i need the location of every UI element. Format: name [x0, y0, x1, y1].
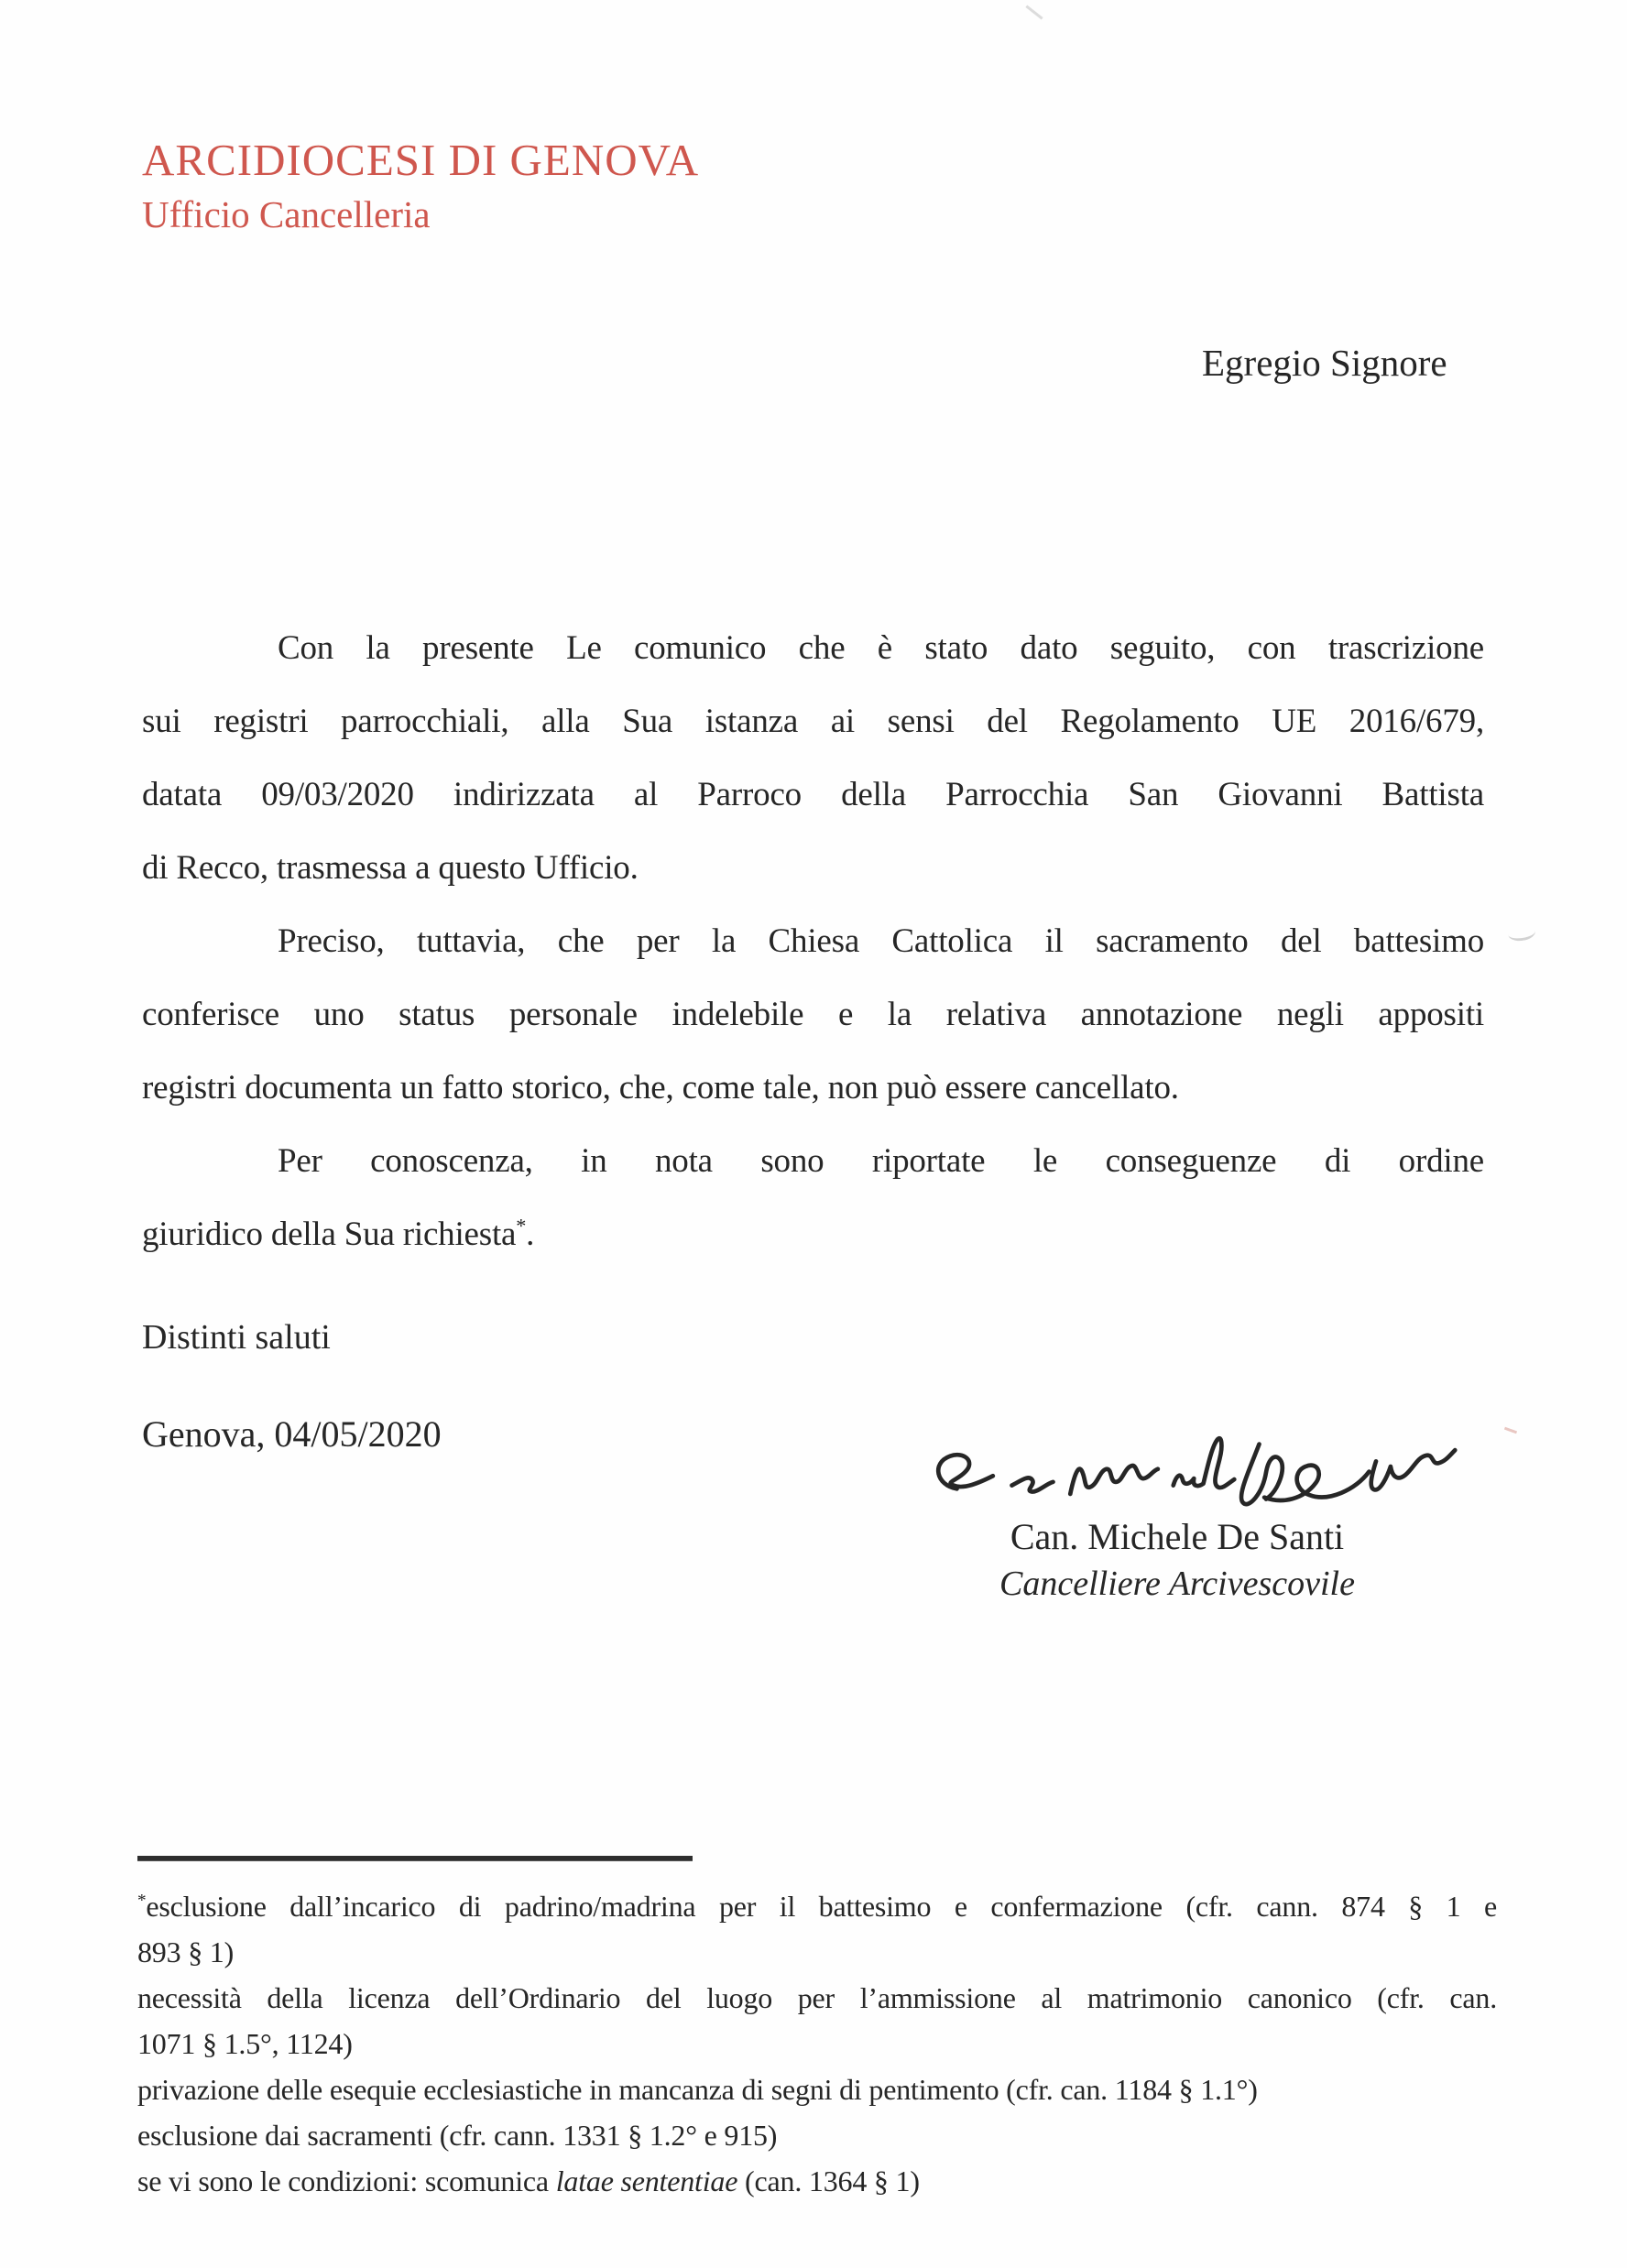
sentence-period: . [526, 1216, 535, 1253]
body-line: di Recco, trasmessa a questo Ufficio. [142, 849, 639, 887]
footnote-line: 1071 § 1.5°, 1124) [137, 2027, 353, 2060]
body-line: Con la presente Le comunico che è stato dato seguito, con trascrizione [278, 629, 1484, 667]
body-line: Preciso, tuttavia, che per la Chiesa Cattolica il sacramento del battesimo [278, 922, 1484, 960]
scan-artifact [1504, 1427, 1517, 1434]
handwritten-signature [923, 1422, 1472, 1524]
signatory-name: Can. Michele De Santi [1010, 1516, 1345, 1557]
body-line: registri documenta un fatto storico, che, come tale, non può essere cancellato. [142, 1069, 1179, 1107]
footnote-line [137, 1883, 1497, 1929]
footnote-separator [137, 1856, 693, 1861]
body-line: Per conoscenza, in nota sono riportate le conseguenze di ordine [278, 1142, 1484, 1180]
footnote-line: 893 § 1) [137, 1935, 235, 1968]
closing-salutation: Distinti saluti [142, 1318, 331, 1357]
body-line: conferisce uno status personale indelebile e la relativa annotazione negli appositi [142, 996, 1484, 1033]
organization-name: ARCIDIOCESI DI GENOVA [142, 135, 700, 185]
footnote-latin-term: latae sententiae [555, 2164, 738, 2197]
footnote-line: privazione delle esequie ecclesiastiche in mancanza di segni di pentimento (cfr. can. 1184 § 1.1°) [137, 2073, 1258, 2106]
footnote-line: esclusione dai sacramenti (cfr. cann. 1331 § 1.2° e 915) [137, 2119, 778, 2152]
recipient-salutation: Egregio Signore [1202, 342, 1447, 384]
body-line-text: giuridico della Sua richiesta [142, 1216, 517, 1253]
signatory-title: Cancelliere Arcivescovile [999, 1565, 1355, 1603]
footnote-marker: * [137, 1891, 147, 1911]
footnote-line: necessità della licenza dell’Ordinario del luogo per l’ammissione al matrimonio canonico (cfr. can. [137, 1981, 1497, 2014]
office-name: Ufficio Cancelleria [142, 192, 431, 235]
footnote-text: se vi sono le condizioni: scomunica [137, 2164, 556, 2197]
body-line: sui registri parrocchiali, alla Sua istanza ai sensi del Regolamento UE 2016/679, [142, 703, 1484, 740]
scan-artifact [1025, 5, 1043, 20]
footnote-line [137, 2158, 1497, 2204]
dateline: Genova, 04/05/2020 [142, 1413, 442, 1455]
footnote-reference: * [516, 1214, 527, 1238]
scan-artifact [1507, 923, 1536, 943]
body-line: datata 09/03/2020 indirizzata al Parroco della Parrocchia San Giovanni Battista [142, 776, 1484, 813]
footnote-text: (can. 1364 § 1) [737, 2164, 920, 2197]
letter-body [142, 612, 1484, 1271]
signature-block [875, 1422, 1480, 1604]
letterhead [142, 136, 699, 235]
body-line [142, 1198, 1484, 1271]
footnote-text: esclusione dall’incarico di padrino/madrina per il battesimo e confermazione (cfr. cann. 874 § 1 e [146, 1890, 1497, 1923]
footnotes [137, 1883, 1497, 2204]
